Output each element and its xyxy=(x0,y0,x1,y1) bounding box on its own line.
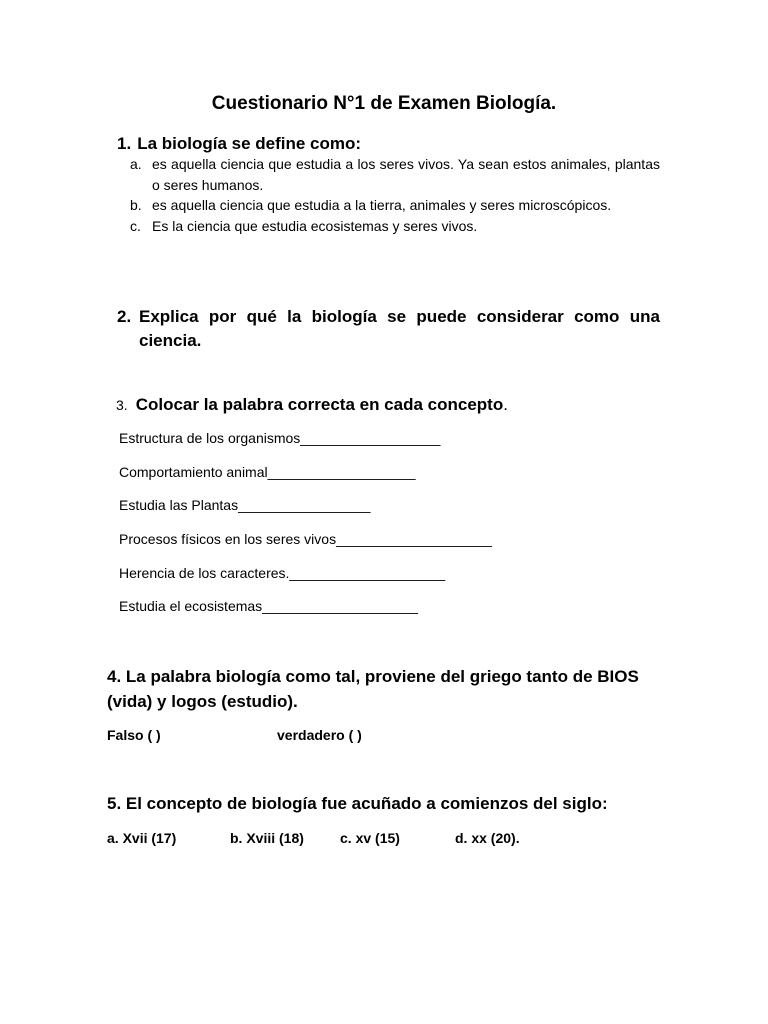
false-option[interactable]: Falso ( ) xyxy=(107,727,161,743)
question-1 xyxy=(117,134,361,154)
question-5: 5. El concepto de biología fue acuñado a comienzos del siglo: xyxy=(107,794,608,813)
option-c xyxy=(130,216,660,237)
question-4: 4. La palabra biología como tal, proviene del griego tanto de BIOS (vida) y logos (estudio). xyxy=(107,667,639,711)
option-text: Es la ciencia que estudia ecosistemas y seres vivos. xyxy=(152,217,478,234)
question-1-options xyxy=(130,154,660,236)
concept-blank-6[interactable]: Estudia el ecosistemas____________________ xyxy=(119,598,418,614)
answer-a[interactable]: a. Xvii (17) xyxy=(107,830,177,846)
concept-blank-3[interactable]: Estudia las Plantas_________________ xyxy=(119,497,371,513)
question-text: Explica por qué la biología se puede considerar como una ciencia. xyxy=(139,307,660,350)
option-text: es aquella ciencia que estudia a la tierra, animales y seres microscópicos. xyxy=(152,197,612,213)
question-number: 2. xyxy=(117,307,132,326)
concept-blank-5[interactable]: Herencia de los caracteres.____________________ xyxy=(119,565,446,581)
option-text: es aquella ciencia que estudia a los seres vivos. Ya sean estos animales, plantas o seres humanos. xyxy=(152,156,660,193)
concept-blank-2[interactable]: Comportamiento animal___________________ xyxy=(119,464,416,480)
question-2 xyxy=(117,305,660,353)
option-letter: a. xyxy=(130,156,142,172)
question-number: 3. xyxy=(116,397,128,413)
option-b xyxy=(130,195,660,216)
option-a xyxy=(130,154,660,195)
concept-blank-4[interactable]: Procesos físicos en los seres vivos____________________ xyxy=(119,531,492,547)
option-letter: b. xyxy=(130,197,142,213)
answer-c[interactable]: c. xv (15) xyxy=(340,830,400,846)
question-punctuation: . xyxy=(503,395,508,414)
question-3 xyxy=(116,395,508,415)
question-text: Colocar la palabra correcta en cada concepto xyxy=(135,395,504,414)
concept-blank-1[interactable]: Estructura de los organismos__________________ xyxy=(119,430,441,446)
question-number: 1. xyxy=(117,134,132,153)
answer-b[interactable]: b. Xviii (18) xyxy=(230,830,304,846)
page-title: Cuestionario N°1 de Examen Biología. xyxy=(211,93,557,114)
answer-d[interactable]: d. xx (20). xyxy=(455,830,520,846)
option-letter: c. xyxy=(130,217,141,234)
true-option[interactable]: verdadero ( ) xyxy=(277,727,362,743)
question-text: La biología se define como: xyxy=(137,134,362,153)
